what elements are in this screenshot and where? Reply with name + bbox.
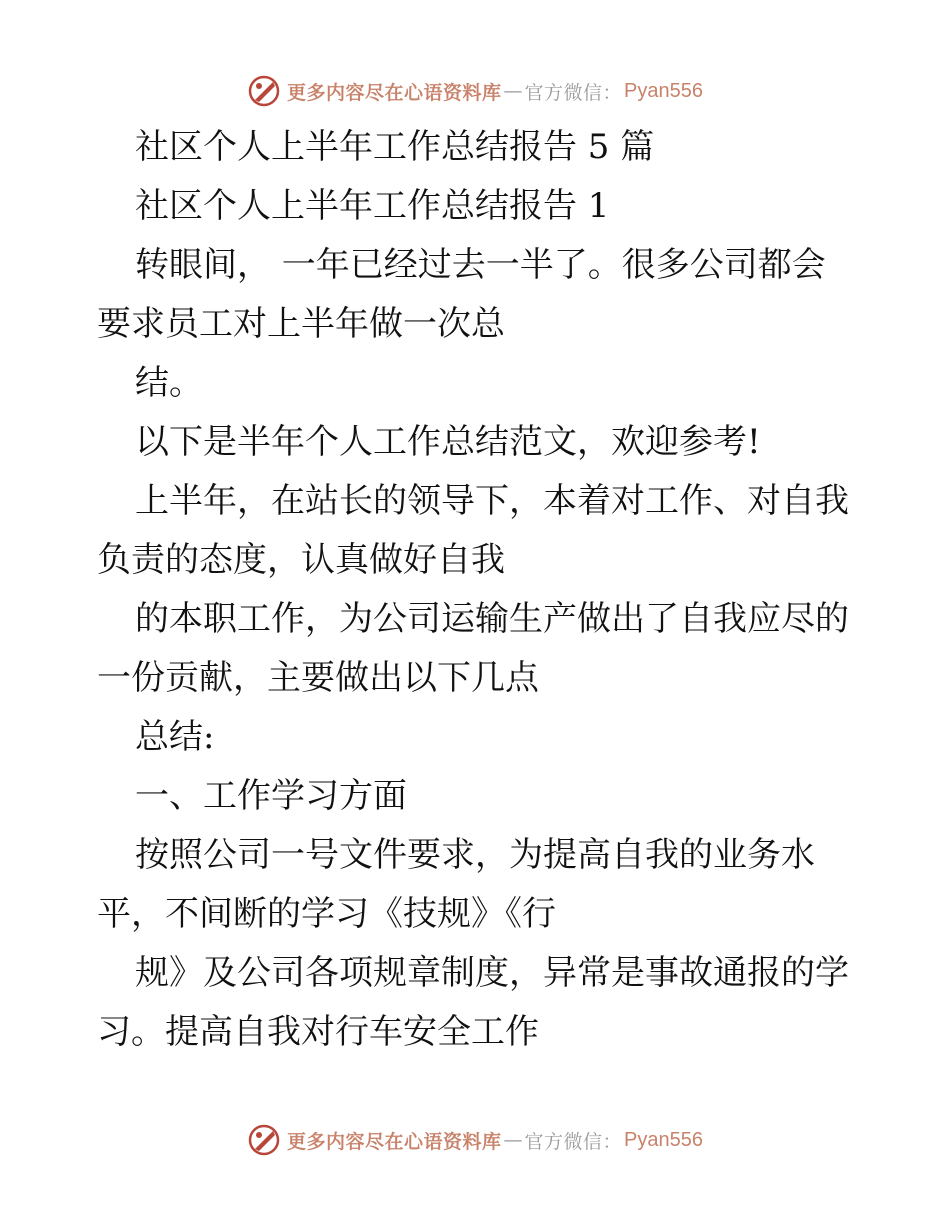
text-line: 要求员工对上半年做一次总 (97, 304, 505, 344)
banner-wechat-label: 官方微信： (524, 81, 623, 104)
banner-main-text: 更多内容尽在心语资料库 (287, 1130, 502, 1153)
text-line: 平，不间断的学习《技规》《行 (97, 894, 556, 934)
text-line: 总结: (135, 717, 215, 757)
banner-wechat-handle: Pyan556 (624, 1128, 703, 1151)
text-line: 结。 (135, 363, 203, 403)
banner-wechat-handle: Pyan556 (624, 79, 703, 102)
header-banner (0, 71, 950, 111)
quill-seal-icon (247, 74, 281, 108)
quill-seal-icon (247, 1123, 281, 1157)
document-title: 社区个人上半年工作总结报告 5 篇 (135, 127, 655, 167)
text-line: 的本职工作，为公司运输生产做出了自我应尽的 (135, 599, 849, 639)
text-line: 负责的态度，认真做好自我 (97, 540, 505, 580)
text-line: 习。提高自我对行车安全工作 (97, 1012, 539, 1052)
banner-main-text: 更多内容尽在心语资料库 (287, 81, 502, 104)
banner-wechat-label: 官方微信： (524, 1130, 623, 1153)
text-line: 转眼间， 一年已经过去一半了。很多公司都会 (135, 245, 826, 285)
text-line: 一份贡献，主要做出以下几点 (97, 658, 539, 698)
banner-separator: — (503, 80, 523, 102)
text-line: 上半年，在站长的领导下，本着对工作、对自我 (135, 481, 849, 521)
section-heading: 一、工作学习方面 (135, 776, 407, 816)
text-line: 社区个人上半年工作总结报告 1 (135, 186, 610, 226)
banner-separator: — (503, 1129, 523, 1151)
text-line: 以下是半年个人工作总结范文，欢迎参考! (135, 422, 761, 462)
document-body (97, 118, 857, 1062)
footer-banner (0, 1120, 950, 1160)
text-line: 按照公司一号文件要求，为提高自我的业务水 (135, 835, 815, 875)
text-line: 规》及公司各项规章制度，异常是事故通报的学 (135, 953, 849, 993)
